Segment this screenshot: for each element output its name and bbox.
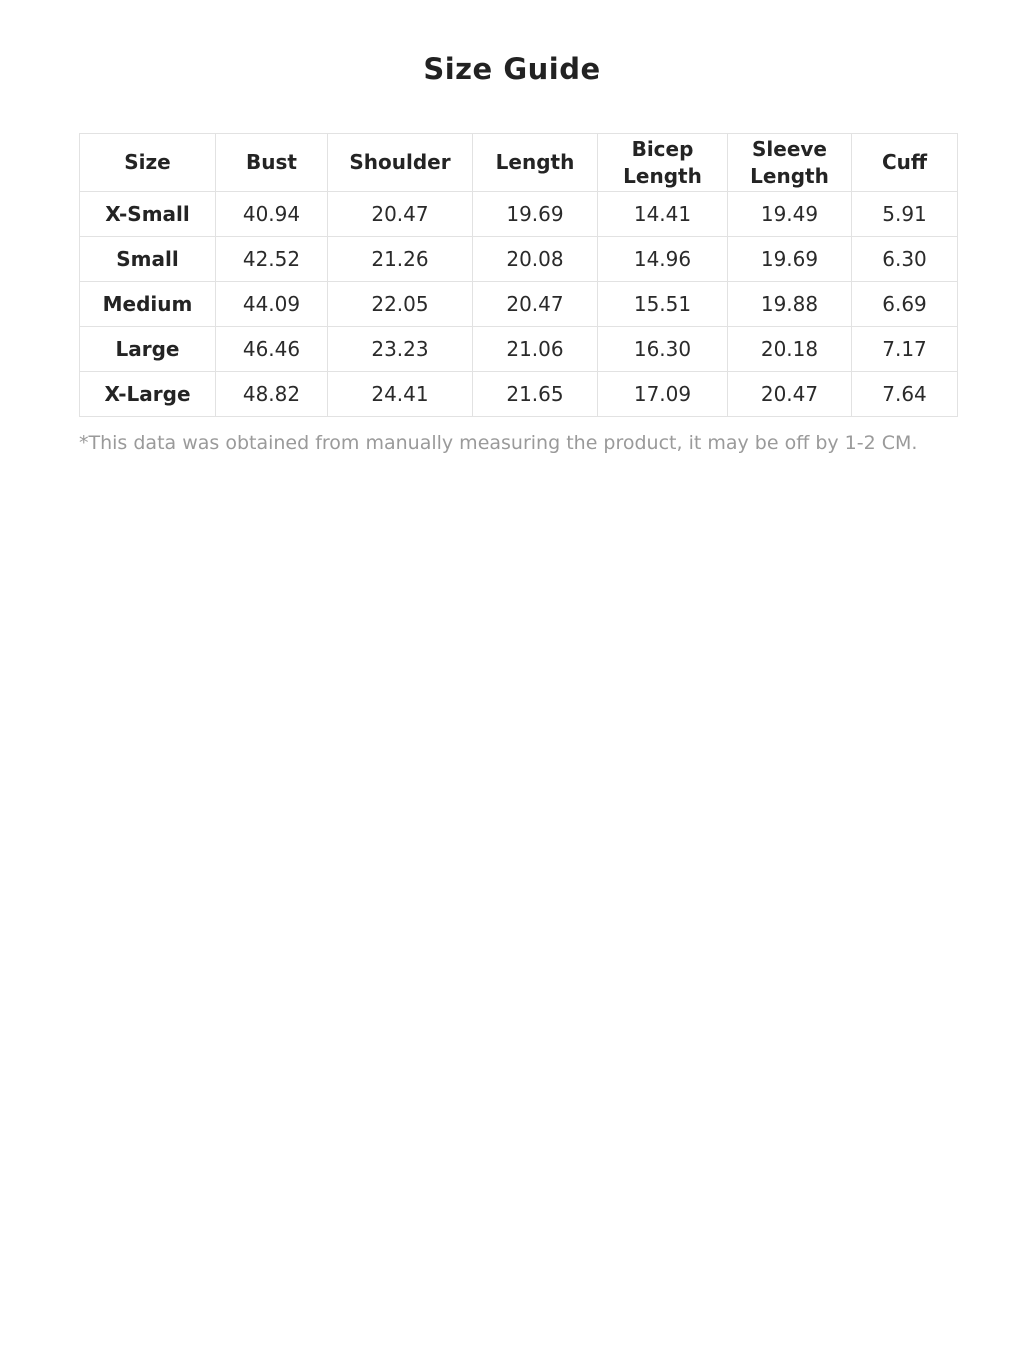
table-cell-bicep-length: 14.41	[598, 192, 728, 237]
content-area	[79, 133, 957, 455]
table-cell-bust: 46.46	[216, 327, 328, 372]
table-cell-cuff: 5.91	[852, 192, 958, 237]
table-row-medium	[80, 282, 958, 327]
table-cell-shoulder: 23.23	[328, 327, 473, 372]
table-cell-cuff: 7.17	[852, 327, 958, 372]
row-label-size: Medium	[80, 282, 216, 327]
column-header-sleeve-length: Sleeve Length	[728, 134, 852, 192]
table-cell-bust: 40.94	[216, 192, 328, 237]
size-guide-table	[79, 133, 958, 417]
table-cell-sleeve-length: 20.18	[728, 327, 852, 372]
table-cell-bust: 48.82	[216, 372, 328, 417]
row-label-size: Large	[80, 327, 216, 372]
table-cell-cuff: 6.69	[852, 282, 958, 327]
row-label-size: X-Large	[80, 372, 216, 417]
table-cell-sleeve-length: 19.69	[728, 237, 852, 282]
table-cell-cuff: 6.30	[852, 237, 958, 282]
table-row-small	[80, 237, 958, 282]
table-cell-shoulder: 20.47	[328, 192, 473, 237]
table-cell-length: 19.69	[473, 192, 598, 237]
table-row-large	[80, 327, 958, 372]
table-row-x-small	[80, 192, 958, 237]
table-cell-sleeve-length: 19.88	[728, 282, 852, 327]
table-cell-length: 20.47	[473, 282, 598, 327]
table-cell-cuff: 7.64	[852, 372, 958, 417]
table-cell-bicep-length: 15.51	[598, 282, 728, 327]
column-header-cuff: Cuff	[852, 134, 958, 192]
measurement-disclaimer: *This data was obtained from manually measuring the product, it may be off by 1-2 CM.	[79, 432, 918, 454]
table-cell-shoulder: 21.26	[328, 237, 473, 282]
table-cell-shoulder: 24.41	[328, 372, 473, 417]
table-cell-sleeve-length: 20.47	[728, 372, 852, 417]
size-guide-page	[0, 52, 1024, 1364]
table-cell-bust: 42.52	[216, 237, 328, 282]
column-header-length: Length	[473, 134, 598, 192]
table-cell-shoulder: 22.05	[328, 282, 473, 327]
table-cell-length: 21.65	[473, 372, 598, 417]
row-label-size: X-Small	[80, 192, 216, 237]
table-cell-length: 20.08	[473, 237, 598, 282]
column-header-shoulder: Shoulder	[328, 134, 473, 192]
column-header-bicep-length: Bicep Length	[598, 134, 728, 192]
column-header-size: Size	[80, 134, 216, 192]
table-cell-bicep-length: 17.09	[598, 372, 728, 417]
row-label-size: Small	[80, 237, 216, 282]
page-title: Size Guide	[423, 52, 601, 86]
table-row-x-large	[80, 372, 958, 417]
table-cell-bicep-length: 16.30	[598, 327, 728, 372]
table-cell-sleeve-length: 19.49	[728, 192, 852, 237]
column-header-bust: Bust	[216, 134, 328, 192]
table-cell-bicep-length: 14.96	[598, 237, 728, 282]
table-header-row	[80, 134, 958, 192]
table-cell-bust: 44.09	[216, 282, 328, 327]
table-cell-length: 21.06	[473, 327, 598, 372]
